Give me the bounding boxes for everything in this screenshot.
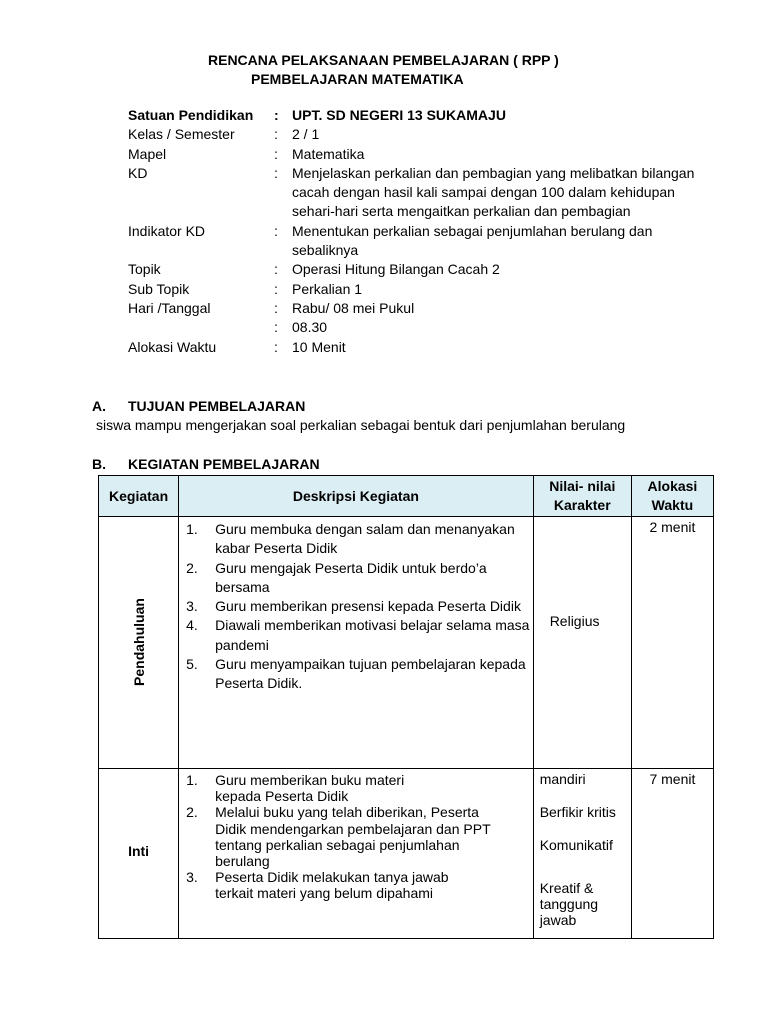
info-label: Alokasi Waktu bbox=[128, 338, 217, 355]
list-item bbox=[179, 772, 533, 804]
info-colon: : bbox=[274, 222, 278, 239]
header-nilai bbox=[533, 476, 631, 517]
table-row bbox=[99, 769, 714, 939]
info-value: Menentukan perkalian sebagai penjumlahan berulang dan sebaliknya bbox=[292, 222, 653, 259]
header-alokasi-line1: Alokasi bbox=[647, 478, 698, 494]
info-row-mapel bbox=[128, 145, 728, 164]
nilai-cell bbox=[533, 517, 631, 769]
step-number: 4. bbox=[186, 617, 198, 634]
nilai-value: Berfikir kritis bbox=[539, 804, 616, 821]
header-nilai-line2: Karakter bbox=[553, 497, 611, 513]
section-a-heading bbox=[92, 398, 305, 414]
list-item bbox=[179, 655, 533, 694]
list-item bbox=[179, 559, 533, 598]
nilai-value: mandiri bbox=[539, 771, 586, 787]
step-text: Guru menyampaikan tujuan pembelajaran kepada Peserta Didik. bbox=[215, 656, 526, 692]
list-item bbox=[179, 597, 533, 616]
info-block bbox=[128, 106, 728, 357]
info-row-hari bbox=[128, 299, 728, 318]
info-value: Matematika bbox=[292, 145, 365, 162]
step-text: Guru membuka dengan salam dan menanyakan kabar Peserta Didik bbox=[215, 521, 515, 557]
header-alokasi bbox=[631, 476, 713, 517]
info-colon: : bbox=[274, 145, 278, 162]
info-value: 10 Menit bbox=[292, 338, 346, 355]
list-item bbox=[179, 869, 533, 901]
step-list bbox=[179, 769, 533, 902]
info-value: 08.30 bbox=[292, 319, 328, 336]
section-a-text: siswa mampu mengerjakan soal perkalian sebagai bentuk dari penjumlahan berulang bbox=[96, 417, 626, 433]
header-kegiatan: Kegiatan bbox=[99, 476, 179, 517]
step-number: 1. bbox=[186, 772, 198, 788]
header-alokasi-line2: Waktu bbox=[651, 497, 694, 513]
kegiatan-cell-pendahuluan bbox=[99, 517, 179, 769]
header-deskripsi: Deskripsi Kegiatan bbox=[179, 476, 534, 517]
info-colon: : bbox=[274, 261, 278, 278]
step-text: Guru memberikan buku materi kepada Peserta Didik bbox=[215, 772, 405, 805]
info-label: Satuan Pendidikan bbox=[128, 107, 254, 123]
info-colon: : bbox=[274, 299, 278, 316]
doc-title-line2: PEMBELAJARAN MATEMATIKA bbox=[251, 71, 464, 87]
info-label: Sub Topik bbox=[128, 280, 190, 297]
info-colon: : bbox=[274, 280, 278, 297]
waktu-cell: 7 menit bbox=[631, 769, 713, 939]
info-label: Kelas / Semester bbox=[128, 126, 235, 143]
info-label: Indikator KD bbox=[128, 222, 206, 239]
info-row-alokasi bbox=[128, 338, 728, 357]
info-value: UPT. SD NEGERI 13 SUKAMAJU bbox=[292, 107, 506, 123]
info-colon: : bbox=[274, 338, 278, 355]
info-row-kd bbox=[128, 164, 728, 222]
info-value: 2 / 1 bbox=[292, 126, 320, 143]
info-label: KD bbox=[128, 164, 148, 181]
info-row-topik bbox=[128, 260, 728, 279]
info-label: Topik bbox=[128, 261, 161, 278]
info-value: Perkalian 1 bbox=[292, 280, 363, 297]
info-value: Rabu/ 08 mei Pukul bbox=[292, 299, 415, 316]
doc-title-line1: RENCANA PELAKSANAAN PEMBELAJARAN ( RPP ) bbox=[208, 52, 559, 68]
info-colon: : bbox=[274, 126, 278, 143]
nilai-cell bbox=[533, 769, 631, 939]
info-row-kelas bbox=[128, 125, 728, 144]
step-number: 3. bbox=[186, 598, 198, 615]
info-colon: : bbox=[274, 164, 278, 181]
info-label: Hari /Tanggal bbox=[128, 299, 211, 316]
info-row-subtopik bbox=[128, 280, 728, 299]
step-text: Peserta Didik melakukan tanya jawab terkait materi yang belum dipahami bbox=[215, 869, 449, 902]
section-title: TUJUAN PEMBELAJARAN bbox=[128, 398, 306, 414]
info-label: Mapel bbox=[128, 145, 167, 162]
kegiatan-table bbox=[98, 475, 714, 939]
info-value: Menjelaskan perkalian dan pembagian yang melibatkan bilangan cacah dengan hasil kali sampai dengan 100 dalam kehidupan sehari-hari serta mengaitkan perkalian dan pembagian bbox=[292, 164, 695, 220]
nilai-value: Kreatif & tanggung jawab bbox=[539, 879, 599, 929]
step-number: 1. bbox=[186, 521, 198, 537]
list-item bbox=[179, 804, 533, 869]
info-colon: : bbox=[274, 107, 279, 123]
section-letter: A. bbox=[92, 398, 106, 414]
step-number: 5. bbox=[186, 656, 198, 673]
section-b-heading bbox=[92, 456, 320, 472]
kegiatan-label: Pendahuluan bbox=[130, 598, 147, 686]
step-text: Guru memberikan presensi kepada Peserta Didik bbox=[215, 598, 521, 615]
deskripsi-cell bbox=[179, 517, 534, 769]
info-row-satuan bbox=[128, 106, 728, 125]
step-list bbox=[179, 517, 533, 694]
list-item bbox=[179, 616, 533, 655]
info-row-indikator bbox=[128, 222, 728, 261]
section-letter: B. bbox=[92, 456, 106, 472]
step-text: Melalui buku yang telah diberikan, Peserta Didik mendengarkan pembelajaran dan PPT tentang perkalian sebagai penjumlahan berulang bbox=[215, 804, 491, 870]
rotated-label-wrap bbox=[99, 517, 178, 767]
step-text: Diawali memberikan motivasi belajar selama masa pandemi bbox=[215, 617, 530, 653]
table-header-row bbox=[99, 476, 714, 517]
table-row bbox=[99, 517, 714, 769]
info-value: Operasi Hitung Bilangan Cacah 2 bbox=[292, 261, 500, 278]
section-title: KEGIATAN PEMBELAJARAN bbox=[128, 456, 320, 472]
nilai-value: Komunikatif bbox=[539, 837, 613, 854]
list-item bbox=[179, 520, 533, 559]
step-number: 3. bbox=[186, 869, 198, 886]
step-number: 2. bbox=[186, 804, 198, 821]
nilai-value: Religius bbox=[549, 613, 600, 629]
info-row-pukul bbox=[128, 318, 728, 337]
deskripsi-cell bbox=[179, 769, 534, 939]
waktu-cell: 2 menit bbox=[631, 517, 713, 769]
info-colon: : bbox=[274, 319, 278, 336]
step-text: Guru mengajak Peserta Didik untuk berdo’a bersama bbox=[215, 559, 487, 595]
step-number: 2. bbox=[186, 559, 198, 576]
header-nilai-line1: Nilai- nilai bbox=[549, 478, 616, 494]
kegiatan-cell-inti: Inti bbox=[99, 769, 179, 939]
